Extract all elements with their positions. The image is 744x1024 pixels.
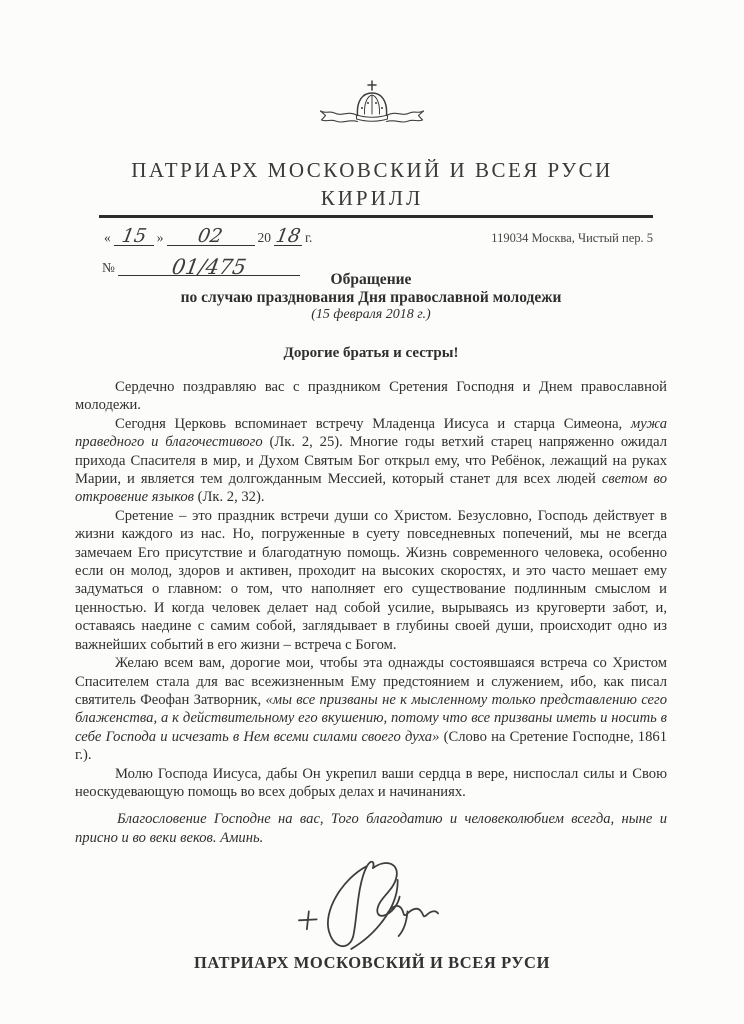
year-slot xyxy=(274,226,302,246)
letterhead-title: ПАТРИАРХ МОСКОВСКИЙ И ВСЕЯ РУСИ xyxy=(131,158,613,182)
year-prefix: 20 xyxy=(257,230,271,246)
paragraph: Желаю всем вам, дорогие мои, чтобы эта однажды состоявшаяся встреча со Христом Спасителем стала для вас всежизненным Ему предстоянием и служением, ибо, как писал святитель Феофан Затворник, «мы все призваны не к мысленному только представлению сего блаженства, а к действительному его вкушению, потому что все призваны иметь и носить в себе Господа и исчезать в Нем всеми силами своего духа» (Слово на Сретение Господне, 1861 г.). xyxy=(75,655,667,764)
paragraph: Сердечно поздравляю вас с праздником Сретения Господня и Днем православной молодежи. xyxy=(75,379,667,414)
crown-ribbons-icon xyxy=(314,78,430,128)
month-slot xyxy=(167,226,255,246)
date-field xyxy=(101,220,653,246)
doc-subtitle: по случаю празднования Дня православной молодежи xyxy=(180,289,562,306)
letterhead-divider xyxy=(99,215,653,218)
number-label: № xyxy=(102,260,115,276)
close-quote: » xyxy=(156,230,164,246)
handwritten-year: 18 xyxy=(274,225,303,247)
letterhead-address: 119034 Москва, Чистый пер. 5 xyxy=(491,231,653,245)
doc-title: Обращение xyxy=(330,271,412,288)
closing-paragraph: Благословение Господне на вас, Того благодатию и человеколюбием всегда, ныне и присно и во веки веков. Аминь. xyxy=(75,811,667,846)
letterhead-name: КИРИЛЛ xyxy=(320,186,424,210)
paragraph: Сегодня Церковь вспоминает встречу Младенца Иисуса и старца Симеона, мужа праведного и благочестивого (Лк. 2, 25). Многие годы ветхий старец напряженно ожидал прихода Спасителя в мир, и Духом Святым Бог открыл ему, что Ребёнок, лежащий на руках Марии, и является тем долгожданным Мессией, который станет для всех людей светом во откровение языков (Лк. 2, 32). xyxy=(75,415,668,506)
paragraph: Сретение – это праздник встречи души со Христом. Безусловно, Господь действует в жизни каждого из нас. Но, погруженные в суету повседневных попечений, мы не всегда замечаем Его присутствие и благодатную помощь. Жизнь современного человека, особенно если он молод, здоров и активен, проходит на высоких скоростях, и это часто мешает ему задуматься о главном: о том, что наполняет его существование подлинным смыслом и ценностью. И когда человек делает над собой усилие, вырываясь из круговерти забот, и, оставаясь наедине с самим собой, заглядывает в глубины своей души, происходит одно из важнейших событий в его жизни – встреча с Богом. xyxy=(75,507,667,653)
handwritten-number: 01/475 xyxy=(169,255,249,279)
signature xyxy=(296,860,444,954)
open-quote: « xyxy=(104,230,111,246)
year-suffix: г. xyxy=(305,230,313,246)
body-paragraphs xyxy=(75,378,667,847)
signature-cross-icon xyxy=(299,911,317,929)
paragraph: Молю Господа Иисуса, дабы Он укрепил ваши сердца в вере, ниспослал силы и Свою неоскудевающую помощь во всех добрых делах и начинаниях. xyxy=(75,765,667,800)
day-slot xyxy=(114,226,154,246)
letter-body xyxy=(75,271,667,847)
patriarchal-crown-emblem-icon xyxy=(314,78,430,132)
patriarch-signature-icon xyxy=(296,860,444,954)
signature-flourish-icon xyxy=(328,862,374,946)
handwritten-month: 02 xyxy=(196,225,225,247)
doc-date-line: (15 февраля 2018 г.) xyxy=(311,307,431,322)
footer-title: ПАТРИАРХ МОСКОВСКИЙ И ВСЕЯ РУСИ xyxy=(193,953,551,972)
handwritten-day: 15 xyxy=(119,225,148,247)
salutation: Дорогие братья и сестры! xyxy=(283,345,459,361)
